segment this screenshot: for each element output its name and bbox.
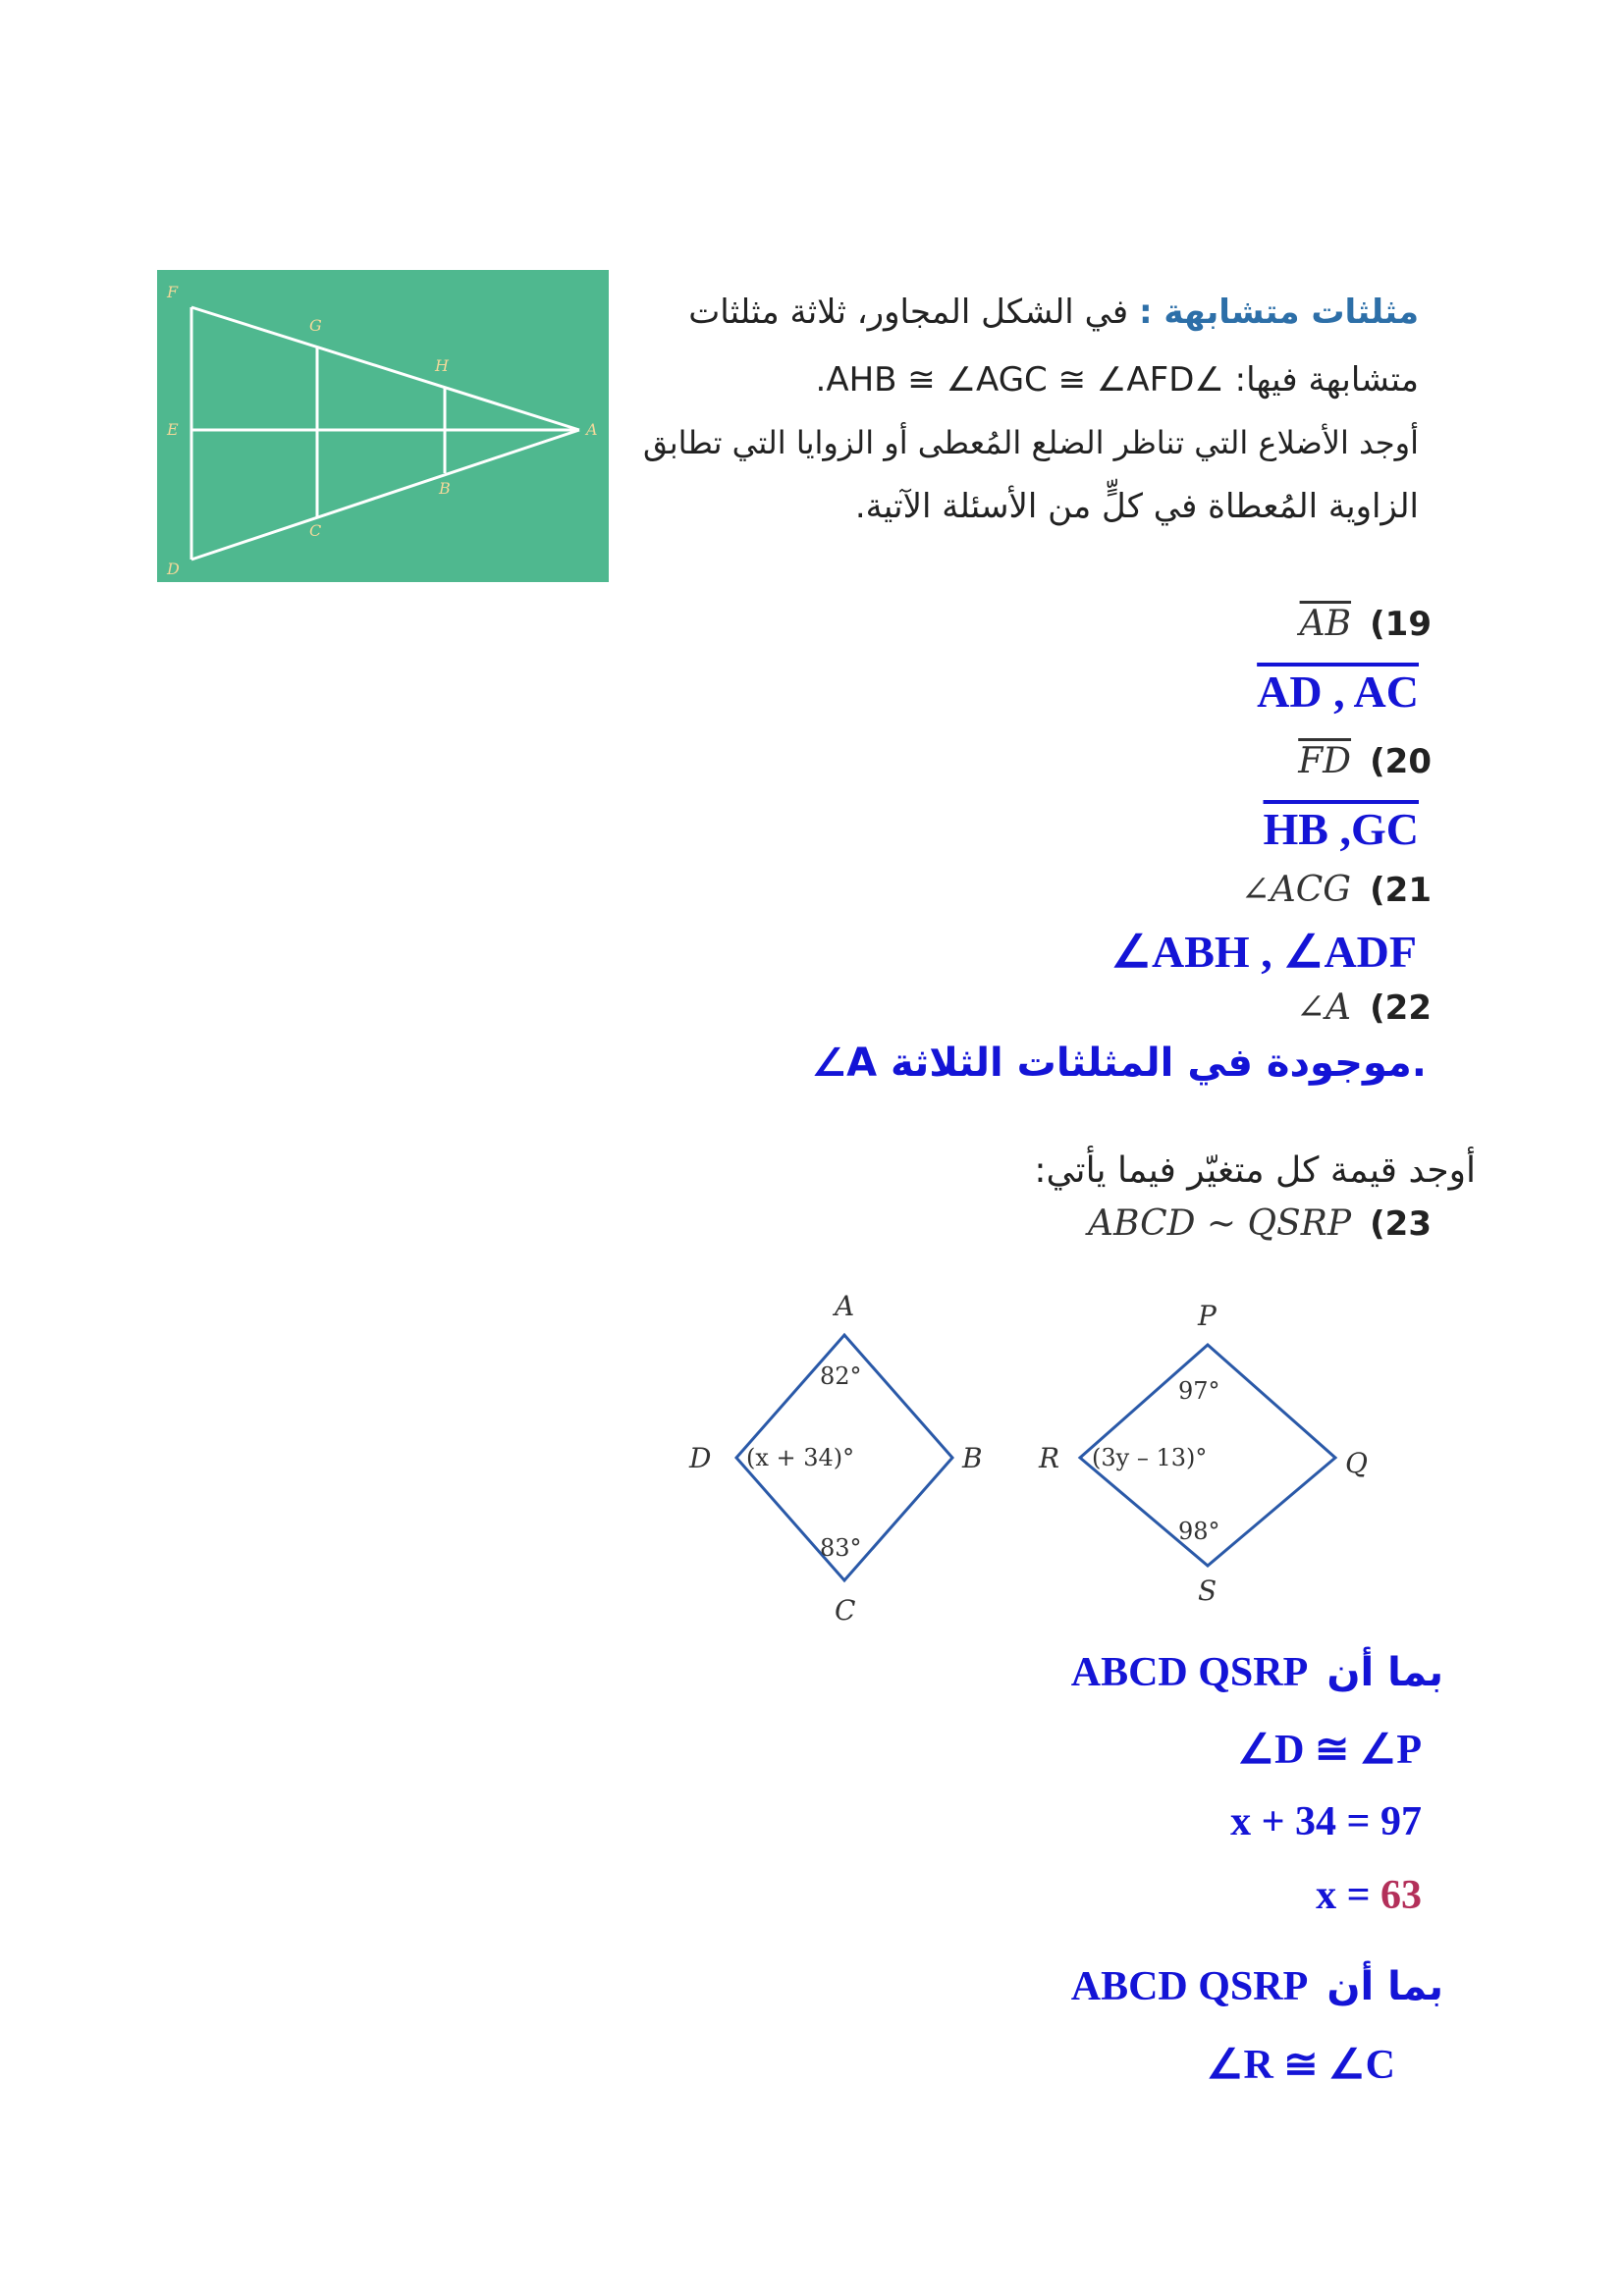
answer-21: ∠ABH , ∠ADF bbox=[1110, 927, 1417, 977]
question-number: (23 bbox=[1370, 1204, 1432, 1244]
answer-22: ∠A موجودة في المثلثات الثلاثة. bbox=[811, 1041, 1427, 1086]
question-number: (21 bbox=[1370, 871, 1432, 910]
label-D: D bbox=[167, 560, 180, 578]
segment-FA bbox=[191, 307, 579, 430]
since-label: بما أن bbox=[1326, 1964, 1443, 2009]
congruence-1: ∠D ≅ ∠P bbox=[1237, 1728, 1422, 1773]
angle-R: (3y – 13)° bbox=[1092, 1444, 1208, 1471]
given-segment: $\overline{FD}$ bbox=[1298, 741, 1352, 781]
intro-line-4: الزاوية المُعطاة في كلٍّ من الأسئلة الآتية. bbox=[854, 487, 1419, 526]
label-E: E bbox=[167, 420, 179, 439]
question-number: (22 bbox=[1370, 988, 1432, 1028]
congruence-2: ∠R ≅ ∠C bbox=[1206, 2043, 1395, 2088]
triangle-figure bbox=[157, 270, 609, 582]
quadrilaterals-figure bbox=[677, 1276, 1394, 1639]
similarity-2: ABCD QSRP bbox=[1070, 1964, 1309, 2009]
angle-A: 82° bbox=[820, 1362, 862, 1390]
instruction: أوجد قيمة كل متغيّر فيما يأتي: bbox=[1034, 1150, 1476, 1191]
answer-19: AD , AC bbox=[1257, 667, 1419, 717]
similarity-1: ABCD QSRP bbox=[1070, 1650, 1309, 1695]
result-prefix: x = bbox=[1316, 1873, 1371, 1918]
vertex-Q: Q bbox=[1345, 1447, 1368, 1479]
given-angle: ∠A bbox=[1295, 988, 1352, 1028]
section-title: مثلثات متشابهة : bbox=[1138, 293, 1419, 332]
vertex-S: S bbox=[1198, 1575, 1217, 1607]
vertex-R: R bbox=[1039, 1442, 1060, 1474]
answer-20: HB ,GC bbox=[1263, 804, 1419, 854]
quadrilaterals-diagram bbox=[677, 1276, 1394, 1639]
label-G: G bbox=[309, 316, 322, 335]
question-21 bbox=[1241, 870, 1432, 910]
intro-text-1: في الشكل المجاور، ثلاثة مثلثات bbox=[688, 293, 1129, 332]
intro-line-3: أوجد الأضلاع التي تناظر الضلع المُعطى أو الزوايا التي تطابق bbox=[643, 424, 1419, 461]
angle-C: 83° bbox=[820, 1534, 862, 1562]
given-angle: ∠ACG bbox=[1240, 870, 1352, 910]
label-H: H bbox=[435, 356, 449, 375]
intro-line-2: متشابهة فيها: ∠AHB ≅ ∠AGC ≅ ∠AFD. bbox=[815, 360, 1419, 400]
label-A: A bbox=[586, 420, 598, 439]
angle-P: 97° bbox=[1178, 1377, 1220, 1405]
since-label: بما أن bbox=[1326, 1650, 1443, 1695]
given-segment: $\overline{AB}$ bbox=[1299, 604, 1352, 644]
vertex-D: D bbox=[689, 1442, 712, 1474]
solution-line-1 bbox=[1071, 1649, 1443, 1696]
angle-D: (x + 34)° bbox=[746, 1444, 855, 1471]
question-number: (19 bbox=[1370, 605, 1432, 644]
label-C: C bbox=[309, 521, 322, 540]
label-B: B bbox=[439, 479, 451, 498]
segment-DA bbox=[191, 430, 579, 560]
vertex-P: P bbox=[1198, 1300, 1217, 1332]
vertex-C: C bbox=[835, 1594, 856, 1627]
result-x bbox=[1316, 1872, 1422, 1919]
question-20 bbox=[1298, 741, 1432, 781]
intro-line-1 bbox=[688, 293, 1419, 332]
label-F: F bbox=[167, 283, 179, 301]
triangle-diagram bbox=[157, 270, 609, 582]
equation-1: x + 34 = 97 bbox=[1230, 1799, 1422, 1844]
question-number: (20 bbox=[1370, 742, 1432, 781]
similarity-statement: ABCD ~ QSRP bbox=[1087, 1203, 1352, 1244]
vertex-B: B bbox=[962, 1442, 983, 1474]
solution-line-5 bbox=[1071, 1963, 1443, 2010]
question-22 bbox=[1296, 988, 1432, 1028]
angle-S: 98° bbox=[1178, 1518, 1220, 1545]
result-value: 63 bbox=[1380, 1873, 1422, 1918]
question-19 bbox=[1300, 604, 1432, 644]
question-23 bbox=[1088, 1203, 1432, 1244]
vertex-A: A bbox=[835, 1290, 855, 1322]
